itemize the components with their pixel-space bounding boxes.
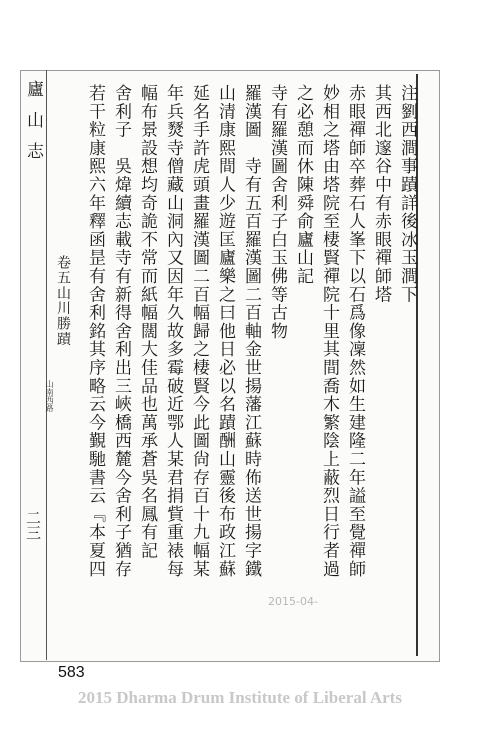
book-title: 廬山志 — [23, 80, 43, 173]
text-column-7: 羅漢圖 寺有五百羅漢圖二百軸金世揚藩江蘇時佈送世揚字鐵 — [241, 84, 261, 579]
leaf-number: 二三 — [24, 510, 42, 540]
text-column-11: 幅布景設想均奇詭不常而紙幅闊大佳品也萬承蒼吳名鳳有記 — [137, 84, 157, 560]
text-column-10: 年兵燹寺僧藏山洞內又因年久故多霉破近鄂人某君捐貲重裱每 — [163, 84, 183, 579]
frame-rule-left — [46, 70, 47, 660]
watermark-date: 2015-04- — [268, 595, 318, 608]
text-column-8: 山清康熙間人少遊匡廬樂之曰他日必以名蹟酬山靈後布政江蘇 — [215, 84, 235, 579]
text-column-5: 之必憩而休陳舜俞廬山記 — [293, 84, 313, 286]
text-column-6: 寺有羅漢圖舍利子白玉佛等古物 — [267, 84, 287, 341]
text-column-3: 赤眼禪師卒葬石人峯下以石爲像凜然如生建隆二年謚至覺禪師 — [345, 84, 365, 579]
page-number: 583 — [58, 664, 85, 681]
text-column-4: 妙相之塔由塔院至棲賢禪院十里其間喬木繁陰上蔽烈日行者過 — [319, 84, 339, 579]
text-column-9: 延名手許虎頭畫羅漢圖二百幅歸之棲賢今此圖尙存百十九幅某 — [189, 84, 209, 579]
subsection-title: 山南西路 — [45, 380, 54, 412]
text-column-1: 注劉西澗事蹟詳後冰玉澗下 — [397, 84, 417, 304]
text-column-12: 舍利子 吳煒續志載寺有新得舍利出三峽橋西麓今舍利子猶存 — [111, 84, 131, 579]
section-title: 卷五山川勝蹟 — [55, 255, 71, 347]
text-column-13: 若干粒康熙六年釋函昰有舍利銘其序略云今覲馳書云『本夏四 — [85, 84, 105, 579]
footer-credit: 2015 Dharma Drum Institute of Liberal Arts — [78, 688, 402, 707]
text-column-2: 其西北邃谷中有赤眼禪師塔 — [371, 84, 391, 304]
